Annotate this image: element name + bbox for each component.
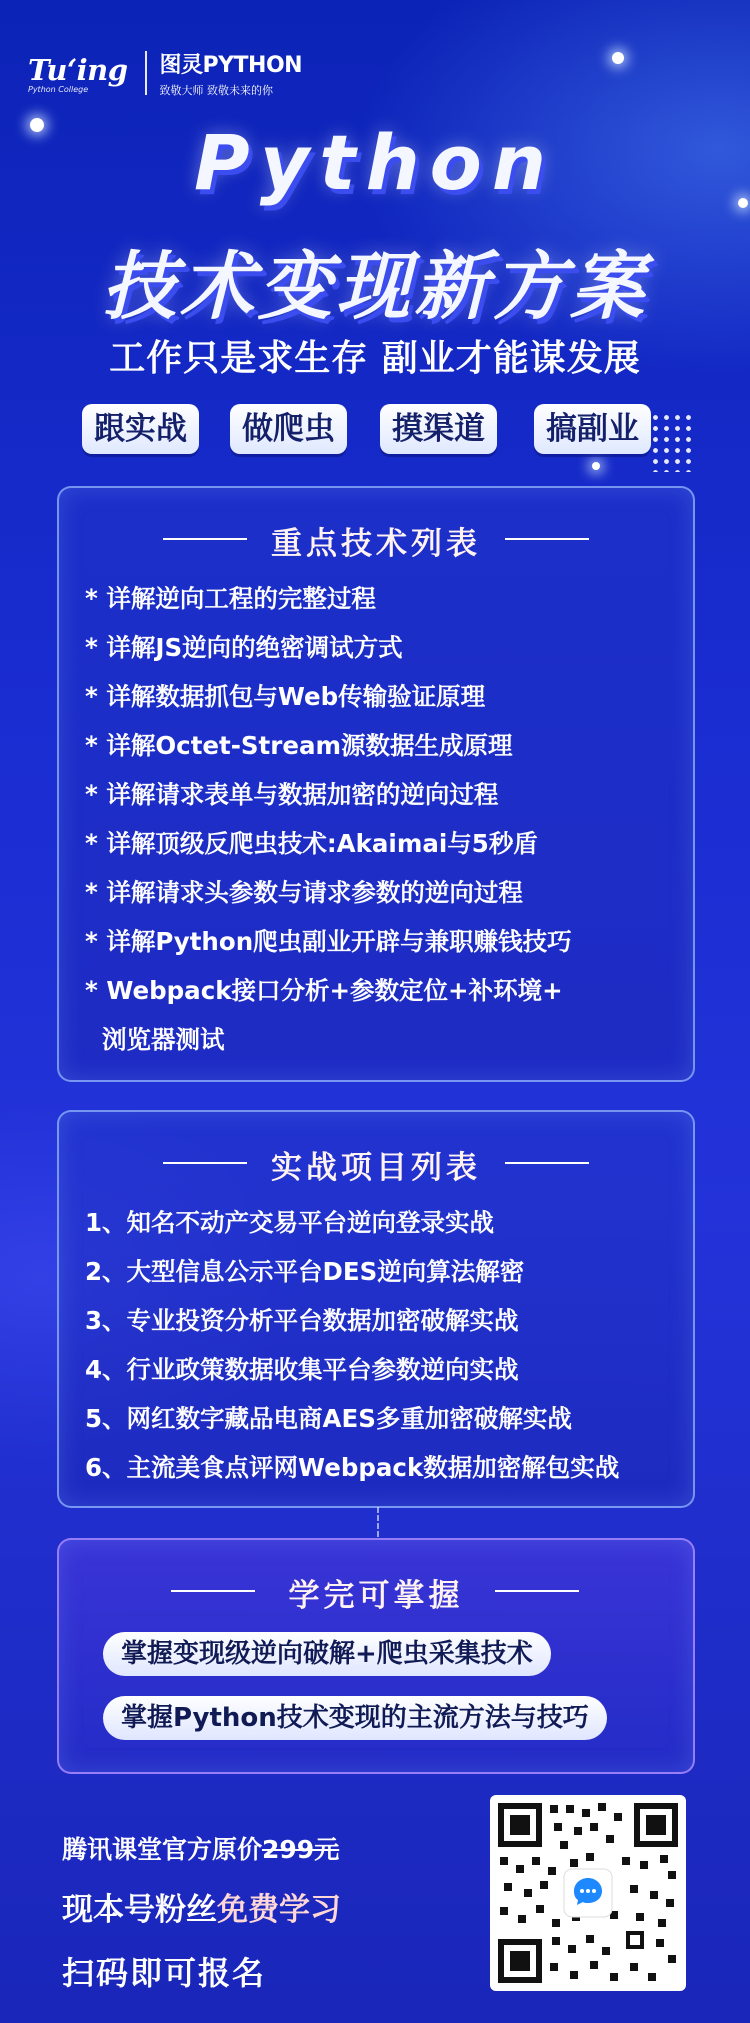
tech-item: * 详解数据抓包与Web传输验证原理 [85, 682, 486, 711]
tech-list-heading: 重点技术列表 [271, 526, 481, 562]
tech-item: * 详解顶级反爬虫技术:Akaimai与5秒盾 [85, 829, 538, 858]
project-item: 3、专业投资分析平台数据加密破解实战 [85, 1306, 519, 1335]
logo-divider [145, 51, 147, 95]
tech-item: * 详解Octet-Stream源数据生成原理 [85, 731, 513, 760]
hero-title-cn: 技术变现新方案 [102, 244, 648, 330]
qr-code-graphic [490, 1795, 686, 1991]
logo-brand-sub: Python College [28, 84, 89, 94]
tag-crawler: 做爬虫 [230, 404, 347, 454]
tag-row [82, 404, 662, 456]
tag-side-business: 搞副业 [534, 404, 651, 454]
dot-pattern [650, 412, 694, 472]
tech-item: * 详解逆向工程的完整过程 [85, 584, 376, 613]
panel-connector [377, 1507, 379, 1537]
project-item: 6、主流美食点评网Webpack数据加密解包实战 [85, 1453, 620, 1482]
price-value: 299元 [262, 1835, 340, 1864]
project-item: 4、行业政策数据收集平台参数逆向实战 [85, 1355, 519, 1384]
tag-practice: 跟实战 [82, 404, 199, 454]
tech-item: 浏览器测试 [85, 1025, 225, 1054]
original-price [62, 1830, 339, 1866]
project-item: 5、网红数字藏品电商AES多重加密破解实战 [85, 1404, 572, 1433]
sparkle-icon [592, 462, 600, 470]
logo-brand-text: Tuʻing [28, 52, 128, 87]
logo-brand [28, 53, 127, 94]
project-item: 2、大型信息公示平台DES逆向算法解密 [85, 1257, 525, 1286]
heading-rule-right [495, 1590, 579, 1592]
heading-rule-right [505, 538, 589, 540]
learn-item: 掌握变现级逆向破解+爬虫采集技术 [103, 1632, 551, 1676]
tech-item: * 详解请求表单与数据加密的逆向过程 [85, 780, 499, 809]
project-item: 1、知名不动产交易平台逆向登录实战 [85, 1208, 495, 1237]
free-highlight: 免费学习 [217, 1892, 341, 1928]
hero-slogan: 工作只是求生存 副业才能谋发展 [109, 338, 641, 379]
project-list-heading: 实战项目列表 [271, 1150, 481, 1186]
heading-rule-right [505, 1162, 589, 1164]
tech-item: * 详解Python爬虫副业开辟与兼职赚钱技巧 [85, 927, 572, 956]
learn-item: 掌握Python技术变现的主流方法与技巧 [103, 1696, 607, 1740]
project-list-panel [57, 1110, 695, 1508]
logo [28, 40, 302, 106]
tech-item: * 详解请求头参数与请求参数的逆向过程 [85, 878, 523, 907]
logo-name-block [159, 48, 302, 98]
learn-panel [57, 1538, 695, 1774]
free-offer [62, 1884, 341, 1929]
sparkle-icon [612, 52, 624, 64]
cta-text: 扫码即可报名 [62, 1954, 267, 1992]
logo-tagline: 致敬大师 致敬未来的你 [159, 84, 273, 97]
price-prefix: 腾讯课堂官方原价 [62, 1835, 263, 1864]
free-prefix: 现本号粉丝 [62, 1892, 217, 1928]
tech-list-panel [57, 486, 695, 1082]
tag-channel: 摸渠道 [380, 404, 497, 454]
qr-code[interactable] [490, 1795, 686, 1991]
learn-heading: 学完可掌握 [288, 1578, 464, 1614]
hero-title-en: Python [194, 118, 556, 207]
tech-item: * 详解JS逆向的绝密调试方式 [85, 633, 403, 662]
tech-item: * Webpack接口分析+参数定位+补环境+ [85, 976, 563, 1005]
logo-name: 图灵PYTHON [159, 53, 303, 78]
